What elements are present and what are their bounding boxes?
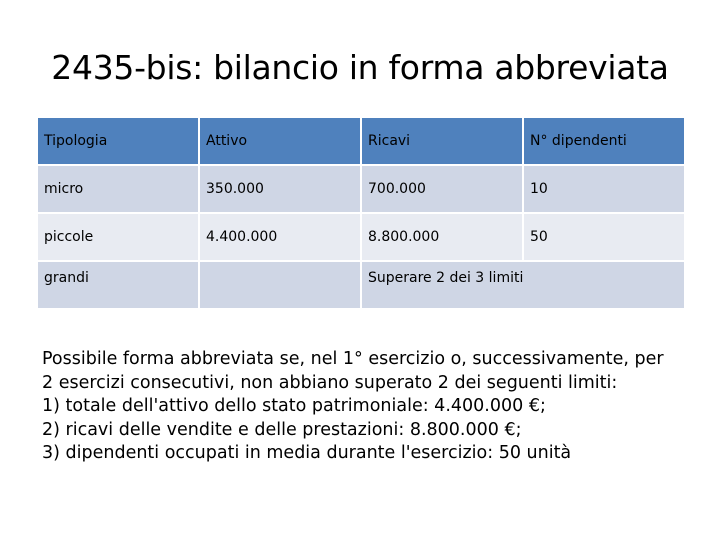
description-line: 1) totale dell'attivo dello stato patrimoniale: 4.400.000 €; (42, 396, 546, 416)
cell-ricavi: 8.800.000 (361, 213, 523, 261)
cell-dipendenti: 10 (523, 165, 685, 213)
header-ricavi: Ricavi (361, 117, 523, 165)
table-row-micro (37, 165, 685, 213)
header-tipologia: Tipologia (37, 117, 199, 165)
description-line: 3) dipendenti occupati in media durante l'esercizio: 50 unità (42, 443, 572, 463)
cell-tipologia: micro (37, 165, 199, 213)
cell-attivo: 350.000 (199, 165, 361, 213)
table-row-grandi (37, 261, 685, 309)
table-header-row (37, 117, 685, 165)
cell-ricavi: 700.000 (361, 165, 523, 213)
cell-tipologia: grandi (37, 261, 199, 309)
description-line: Possibile forma abbreviata se, nel 1° esercizio o, successivamente, per (42, 349, 664, 369)
description-line: 2 esercizi consecutivi, non abbiano superato 2 dei seguenti limiti: (42, 372, 618, 393)
limits-table (36, 116, 686, 310)
header-attivo: Attivo (199, 117, 361, 165)
cell-attivo (199, 261, 361, 309)
cell-limits-note: Superare 2 dei 3 limiti (361, 261, 685, 309)
cell-dipendenti: 50 (523, 213, 685, 261)
cell-attivo: 4.400.000 (199, 213, 361, 261)
description-line: 2) ricavi delle vendite e delle prestazioni: 8.800.000 €; (42, 419, 522, 440)
cell-tipologia: piccole (37, 213, 199, 261)
table-row-piccole (37, 213, 685, 261)
slide-title: 2435-bis: bilancio in forma abbreviata (51, 48, 669, 87)
header-dipendenti: N° dipendenti (523, 117, 685, 165)
limits-description (42, 348, 702, 466)
